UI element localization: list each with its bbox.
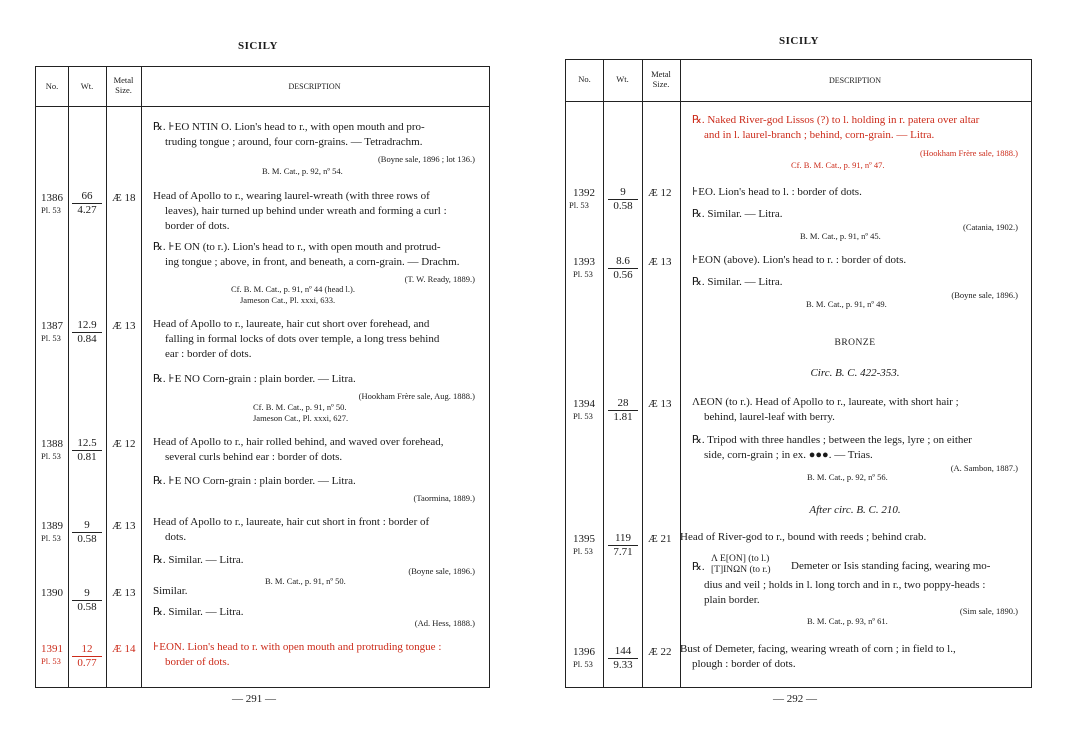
description-line: dius and veil ; holds in l. long torch and in r., two poppy-heads :: [704, 579, 986, 591]
description-line: Head of Apollo to r., laureate, hair cut short over forehead, and: [153, 318, 430, 330]
description-line: Demeter or Isis standing facing, wearing mo-: [791, 560, 991, 572]
description-line: ℞.: [692, 561, 705, 573]
plate-ref: Pl. 53: [41, 533, 61, 543]
col-size-header: Size.: [652, 79, 670, 89]
metal-size: Æ 13: [112, 587, 136, 599]
description-line: ⊦EO. Lion's head to l. : border of dots.: [692, 186, 862, 198]
col-wt-header: Wt.: [80, 81, 94, 91]
page-header: SICILY: [779, 35, 819, 47]
plate-ref: Pl. 53: [573, 659, 593, 669]
description-line: ℞. Naked River-god Lissos (?) to l. holding in r. patera over altar: [692, 114, 980, 126]
description-line: ℞. ⊦E NO Corn-grain : plain border. — Litra.: [153, 475, 356, 487]
legend-upper: Λ E[ON] (to l.): [711, 554, 770, 564]
plate-ref: Pl. 53: [569, 200, 589, 210]
reference: Jameson Cat., Pl. xxxi, 633.: [240, 295, 336, 305]
provenance: (Taormina, 1889.): [413, 493, 475, 503]
col-metal-header: Metal: [651, 69, 671, 79]
legend-lower: [T]INΩN (to r.): [711, 565, 771, 575]
page-number: — 292 —: [773, 693, 817, 705]
plate-ref: Pl. 53: [573, 269, 593, 279]
description-line: behind, laurel-leaf with berry.: [704, 411, 835, 423]
page-number: — 291 —: [232, 693, 276, 705]
entry-number: 1391: [41, 643, 63, 655]
description-line: falling in formal locks of dots over temple, a long tress behind: [165, 333, 440, 345]
metal-size: Æ 14: [112, 643, 136, 655]
weight: 9 0.58: [72, 519, 102, 546]
metal-size: Æ 13: [648, 256, 672, 268]
provenance: (Hookham Frère sale, Aug. 1888.): [358, 391, 475, 401]
reference: Cf. B. M. Cat., p. 91, nº 50.: [253, 402, 347, 412]
col-desc-header: DESCRIPTION: [288, 82, 341, 91]
metal-size: Æ 13: [112, 320, 136, 332]
description-line: ⊦EON. Lion's head to r. with open mouth and protruding tongue :: [153, 641, 442, 653]
reference: B. M. Cat., p. 91, nº 50.: [265, 576, 346, 586]
weight: 9 0.58: [72, 587, 102, 614]
reference: B. M. Cat., p. 92, nº 54.: [262, 166, 343, 176]
reference: B. M. Cat., p. 92, nº 56.: [807, 472, 888, 482]
col-no-header: No.: [578, 74, 591, 84]
description-line: ℞. Similar. — Litra.: [153, 606, 244, 618]
col-no-header: No.: [45, 81, 59, 91]
section-heading: BRONZE: [834, 338, 876, 348]
entry-number: 1386: [41, 192, 63, 204]
provenance: (Sim sale, 1890.): [959, 606, 1018, 616]
date-heading: Circ. B. C. 422-353.: [810, 367, 900, 379]
description-line: plough : border of dots.: [692, 658, 796, 670]
plate-ref: Pl. 53: [41, 205, 61, 215]
col-desc-header: DESCRIPTION: [828, 76, 881, 85]
entry-number: 1395: [573, 533, 595, 545]
provenance: (Ad. Hess, 1888.): [414, 618, 475, 628]
description-line: ℞. Similar. — Litra.: [153, 554, 244, 566]
provenance: (A. Sambon, 1887.): [950, 463, 1018, 473]
description-line: truding tongue ; around, four corn-grains. — Tetradrachm.: [165, 136, 423, 148]
description-line: plain border.: [704, 594, 760, 606]
weight: 119 7.71: [608, 532, 638, 559]
description-line: Bust of Demeter, facing, wearing wreath of corn ; in field to l.,: [680, 643, 956, 655]
description-line: ΛEON (to r.). Head of Apollo to r., laureate, with short hair ;: [692, 396, 959, 408]
description-line: ℞. Similar. — Litra.: [692, 208, 783, 220]
description-line: ℞. Tripod with three handles ; between the legs, lyre ; on either: [692, 434, 972, 446]
weight: 144 9.33: [608, 645, 638, 672]
description-line: border of dots.: [165, 220, 230, 232]
page-header: SICILY: [238, 40, 278, 52]
description-line: side, corn-grain ; in ex. ●●●. — Trias.: [704, 449, 873, 461]
plate-ref: Pl. 53: [41, 333, 61, 343]
weight: 12 0.77: [72, 643, 102, 670]
metal-size: Æ 21: [648, 533, 672, 545]
entry-number: 1388: [41, 438, 63, 450]
col-metal-header: Metal: [113, 75, 134, 85]
col-size-header: Size.: [115, 85, 132, 95]
description-line: dots.: [165, 531, 187, 543]
entry-number: 1390: [41, 587, 63, 599]
metal-size: Æ 13: [648, 398, 672, 410]
reference: B. M. Cat., p. 91, nº 49.: [806, 299, 887, 309]
description-line: ℞. ⊦E ON (to r.). Lion's head to r., with open mouth and protrud-: [153, 241, 441, 253]
description-line: Head of Apollo to r., hair rolled behind, and waved over forehead,: [153, 436, 444, 448]
weight: 12.9 0.84: [72, 319, 102, 346]
description-line: ⊦EON (above). Lion's head to r. : border of dots.: [692, 254, 907, 266]
description-line: ear : border of dots.: [165, 348, 252, 360]
description-line: ℞. ⊦EO NTIN O. Lion's head to r., with open mouth and pro-: [153, 121, 425, 133]
metal-size: Æ 18: [112, 192, 136, 204]
metal-size: Æ 12: [648, 187, 672, 199]
metal-size: Æ 22: [648, 646, 672, 658]
description-line: ℞. Similar. — Litra.: [692, 276, 783, 288]
description-line: several curls behind ear : border of dots.: [165, 451, 343, 463]
entry-number: 1389: [41, 520, 63, 532]
description-line: ℞. ⊦E NO Corn-grain : plain border. — Litra.: [153, 373, 356, 385]
reference: Cf. B. M. Cat., p. 91, nº 47.: [791, 160, 885, 170]
provenance: (T. W. Ready, 1889.): [404, 274, 475, 284]
description-line: leaves), hair turned up behind under wreath and forming a curl :: [165, 205, 447, 217]
reference: B. M. Cat., p. 91, nº 45.: [800, 231, 881, 241]
provenance: (Catania, 1902.): [963, 222, 1018, 232]
metal-size: Æ 12: [112, 438, 136, 450]
entry-number: 1396: [573, 646, 595, 658]
provenance: (Boyne sale, 1896.): [408, 566, 475, 576]
plate-ref: Pl. 53: [573, 546, 593, 556]
reference: Cf. B. M. Cat., p. 91, nº 44 (head l.).: [231, 284, 355, 294]
reference: B. M. Cat., p. 93, nº 61.: [807, 616, 888, 626]
weight: 28 1.81: [608, 397, 638, 424]
description-line: border of dots.: [165, 656, 230, 668]
entry-number: 1394: [573, 398, 595, 410]
description-line: Head of River-god to r., bound with reeds ; behind crab.: [680, 531, 927, 543]
description-line: ing tongue ; above, in front, and beneath, a corn-grain. — Drachm.: [165, 256, 460, 268]
provenance: (Boyne sale, 1896 ; lot 136.): [377, 154, 475, 164]
date-heading: After circ. B. C. 210.: [809, 504, 901, 516]
description-line: Head of Apollo to r., wearing laurel-wreath (with three rows of: [153, 190, 430, 202]
provenance: (Hookham Frère sale, 1888.): [920, 148, 1018, 158]
weight: 9 0.58: [608, 186, 638, 213]
reference: Jameson Cat., Pl. xxxi, 627.: [253, 413, 349, 423]
provenance: (Boyne sale, 1896.): [951, 290, 1018, 300]
metal-size: Æ 13: [112, 520, 136, 532]
description-line: Head of Apollo to r., laureate, hair cut short in front : border of: [153, 516, 430, 528]
weight: 66 4.27: [72, 190, 102, 217]
entry-number: 1392: [573, 187, 595, 199]
entry-number: 1387: [41, 320, 63, 332]
plate-ref: Pl. 53: [573, 411, 593, 421]
description-line: and in l. laurel-branch ; behind, corn-grain. — Litra.: [704, 129, 935, 141]
description-line: Similar.: [153, 585, 188, 597]
col-wt-header: Wt.: [616, 74, 629, 84]
weight: 12.5 0.81: [72, 437, 102, 464]
plate-ref: Pl. 53: [41, 451, 61, 461]
plate-ref: Pl. 53: [41, 656, 61, 666]
weight: 8.6 0.56: [608, 255, 638, 282]
entry-number: 1393: [573, 256, 595, 268]
